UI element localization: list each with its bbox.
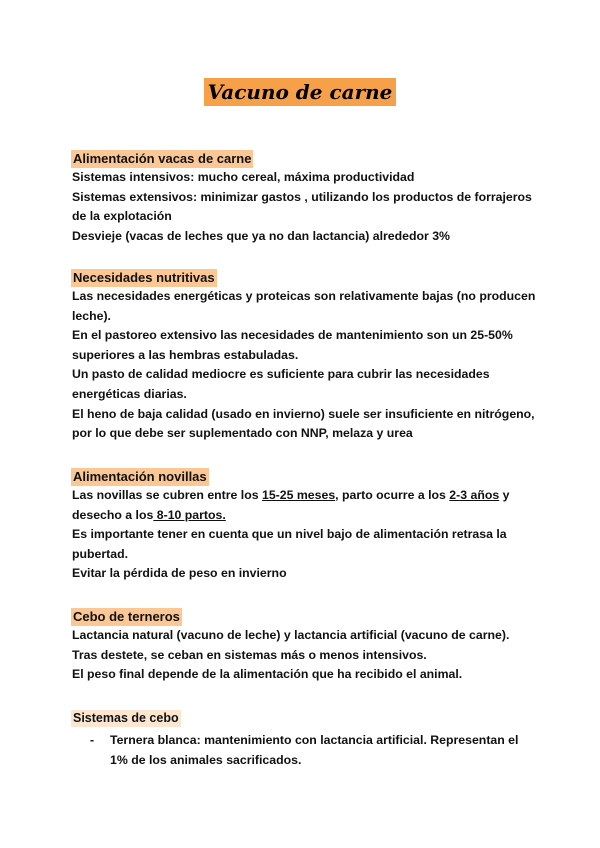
text-line: Desvieje (vacas de leches que ya no dan lactancia) alrededor 3% — [72, 228, 450, 243]
section-novillas — [72, 468, 532, 584]
text-line: Evitar la pérdida de peso en invierno — [72, 566, 287, 581]
bullet-dash: - — [90, 733, 95, 747]
text-line: Un pasto de calidad mediocre es suficiente para cubrir las necesidades — [72, 367, 490, 382]
section-heading: Necesidades nutritivas — [73, 270, 215, 285]
text-line: por lo que debe ser suplementado con NNP, melaza y urea — [72, 426, 413, 441]
text-line: Las necesidades energéticas y proteicas son relativamente bajas (no producen — [72, 289, 536, 303]
text-line: El heno de baja calidad (usado en invierno) suele ser insuficiente en nitrógeno, — [72, 406, 535, 421]
text-line: 1% de los animales sacrificados. — [110, 752, 302, 767]
text-line: superiores a las hembras estabuladas. — [72, 347, 299, 362]
section-cebo — [72, 608, 532, 685]
text-line: Tras destete, se ceban en sistemas más o menos intensivos. — [72, 647, 427, 662]
text-fragment: , parto ocurre a los — [335, 488, 450, 502]
highlight-parto: 2-3 años — [449, 488, 500, 502]
section-heading: Alimentación vacas de carne — [73, 151, 252, 166]
section-heading: Alimentación novillas — [73, 469, 207, 484]
highlight-age: 15-25 meses — [262, 488, 336, 502]
text-line: Lactancia natural (vacuno de leche) y lactancia artificial (vacuno de carne). — [72, 628, 510, 642]
section-sistemas — [72, 709, 532, 770]
list-item — [72, 731, 532, 770]
text-line: pubertad. — [72, 546, 129, 561]
title-wrap — [0, 78, 600, 106]
text-line: El peso final depende de la alimentación que ha recibido el animal. — [72, 667, 463, 682]
text-line: En el pastoreo extensivo las necesidades de mantenimiento son un 25-50% — [72, 328, 513, 343]
text-fragment: y — [499, 488, 510, 502]
highlight-partos: 8-10 partos. — [153, 507, 226, 522]
text-line: leche). — [72, 308, 111, 323]
text-fragment: Las novillas se cubren entre los — [72, 488, 262, 502]
text-line: Sistemas extensivos: minimizar gastos , utilizando los productos de forrajeros — [72, 189, 532, 204]
text-line: Sistemas intensivos: mucho cereal, máxima productividad — [72, 170, 415, 184]
page-title: Vacuno de carne — [204, 78, 397, 106]
section-heading: Cebo de terneros — [73, 609, 180, 624]
text-fragment: desecho a los — [72, 507, 154, 522]
text-line: de la explotación — [72, 209, 172, 224]
text-line: Ternera blanca: mantenimiento con lactancia artificial. Representan el — [110, 733, 519, 747]
text-line — [72, 506, 532, 526]
section-alimentacion-vacas — [72, 150, 532, 246]
text-line — [72, 486, 532, 506]
text-line: energéticas diarias. — [72, 386, 187, 401]
subsection-heading: Sistemas de cebo — [73, 711, 179, 725]
text-line: Es importante tener en cuenta que un nivel bajo de alimentación retrasa la — [72, 527, 507, 542]
section-necesidades — [72, 269, 536, 444]
